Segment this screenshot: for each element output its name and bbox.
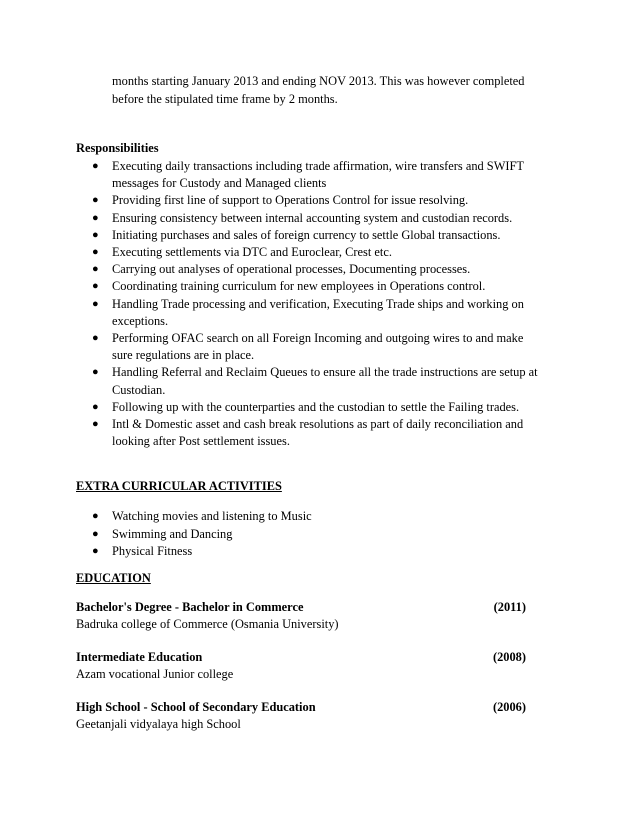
bullet-icon: ● xyxy=(92,332,99,345)
bullet-icon: ● xyxy=(92,211,99,224)
education-entry xyxy=(76,599,526,633)
bullet-icon: ● xyxy=(92,510,99,522)
degree-title: Intermediate Education xyxy=(76,650,203,664)
list-item: ● Carrying out analyses of operational processes, Documenting processes. xyxy=(76,261,546,278)
bullet-icon: ● xyxy=(92,160,99,172)
bullet-icon: ● xyxy=(92,366,99,379)
list-item: ● Executing daily transactions including trade affirmation, wire transfers and SWIFT messages for Custody and Managed clients xyxy=(92,159,524,191)
list-item: ● Executing settlements via DTC and Euroclear, Crest etc. xyxy=(76,244,546,261)
bullet-icon: ● xyxy=(92,194,99,207)
list-item: ● Ensuring consistency between internal accounting system and custodian records. xyxy=(76,210,546,227)
education-entry xyxy=(76,649,526,683)
intro-line: months starting January 2013 and ending NOV 2013. This was however completed xyxy=(112,74,525,88)
list-item: ● Providing first line of support to Operations Control for issue resolving. xyxy=(76,192,546,209)
intro-line: before the stipulated time frame by 2 months. xyxy=(112,91,338,106)
bullet-icon: ● xyxy=(92,400,99,413)
list-item: ● Initiating purchases and sales of foreign currency to settle Global transactions. xyxy=(76,227,546,244)
bullet-icon: ● xyxy=(92,228,99,241)
degree-year: (2008) xyxy=(492,650,526,664)
institution-name: Azam vocational Junior college xyxy=(76,667,234,681)
responsibilities-list xyxy=(76,158,546,450)
bullet-icon: ● xyxy=(92,280,99,293)
institution-name: Geetanjali vidyalaya high School xyxy=(76,717,241,731)
education-heading: EDUCATION xyxy=(76,571,151,585)
list-item: ● Watching movies and listening to Music xyxy=(76,508,476,526)
bullet-icon: ● xyxy=(92,527,99,540)
list-item: ● Following up with the counterparties and the custodian to settle the Failing trades. xyxy=(76,399,546,416)
list-item: ● Physical Fitness xyxy=(76,543,476,561)
degree-year: (2011) xyxy=(493,600,526,614)
list-item: ● Handling Referral and Reclaim Queues to ensure all the trade instructions are setup at Custodian. xyxy=(92,365,538,397)
extra-curricular-heading: EXTRA CURRICULAR ACTIVITIES xyxy=(76,479,282,493)
list-item: ● Handling Trade processing and verification, Executing Trade ships and working on exceptions. xyxy=(92,296,524,328)
bullet-icon: ● xyxy=(92,418,99,431)
list-item: ● Performing OFAC search on all Foreign Incoming and outgoing wires to and make sure regulations are in place. xyxy=(92,331,524,363)
degree-title: High School - School of Secondary Education xyxy=(76,700,316,714)
bullet-icon: ● xyxy=(92,297,99,310)
education-entry xyxy=(76,699,526,733)
degree-year: (2006) xyxy=(492,700,526,714)
institution-name: Badruka college of Commerce (Osmania University) xyxy=(76,617,339,631)
activities-list xyxy=(76,508,476,561)
bullet-icon: ● xyxy=(92,545,99,557)
list-item: ● Coordinating training curriculum for new employees in Operations control. xyxy=(76,278,546,295)
responsibilities-heading: Responsibilities xyxy=(76,141,159,155)
intro-paragraph xyxy=(112,73,532,108)
list-item: ● Swimming and Dancing xyxy=(76,526,476,544)
bullet-icon: ● xyxy=(92,263,99,276)
degree-title: Bachelor's Degree - Bachelor in Commerce xyxy=(76,600,304,614)
list-item: ● Intl & Domestic asset and cash break resolutions as part of daily reconciliation and looking after Post settlement issues. xyxy=(92,417,524,449)
bullet-icon: ● xyxy=(92,246,99,259)
